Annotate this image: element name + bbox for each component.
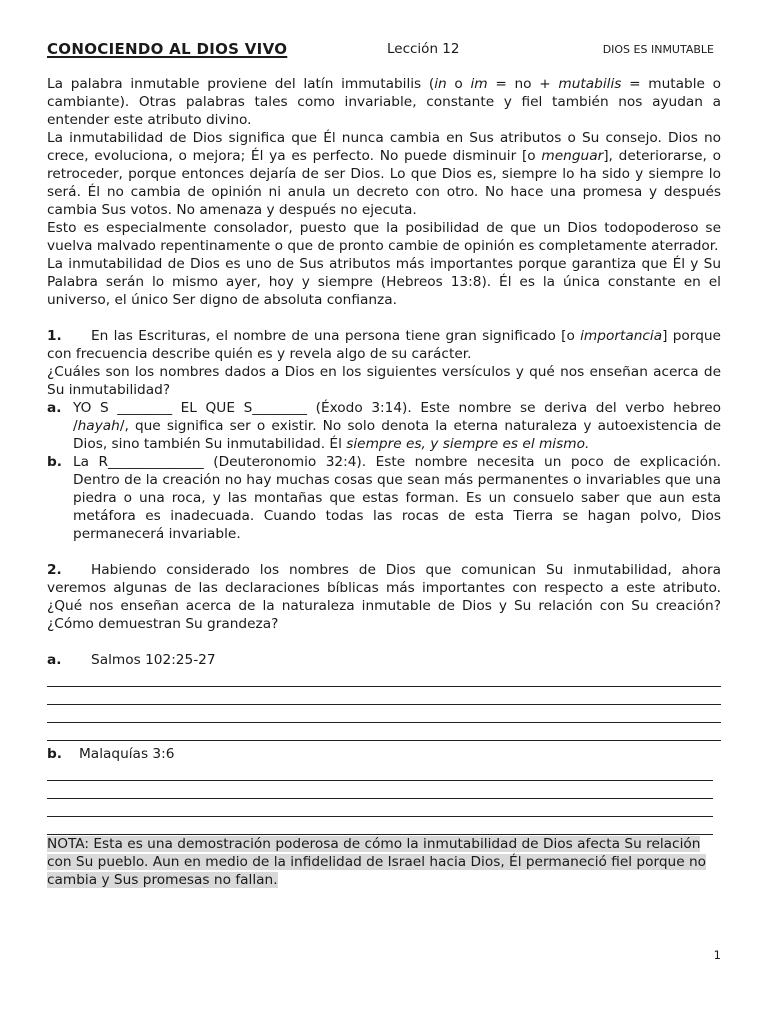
term-in: in <box>434 76 447 92</box>
question-1-intro <box>47 327 721 363</box>
term-hayah: hayah <box>77 418 120 434</box>
text-run: La inmutabilidad de Dios es uno de Sus atributos más importantes porque garantiza que Él y Su Palabra serán lo mismo ayer, hoy y siempre ( <box>47 256 721 290</box>
note-text: NOTA: Esta es una demostración poderosa de cómo la inmutabilidad de Dios afecta Su relación con Su pueblo. Aun en medio de la infidelidad de Israel hacia Dios, Él permaneció fiel porque no cambia y Sus promesas no fallan. <box>47 836 707 888</box>
emphasis-quote: siempre es, y siempre es el mismo. <box>346 436 590 452</box>
text-run: = mutable o cambiante). Otras palabras tales como invariable, constante y fiel también nos ayudan a entender este atributo divino. <box>47 76 722 128</box>
lesson-number: Lección 12 <box>387 41 460 57</box>
question-1-prompt: ¿Cuáles son los nombres dados a Dios en los siguientes versículos y qué nos enseñan acerca de Su inmutabilidad? <box>47 364 721 398</box>
fill-in-blank-name: YO S ________ EL QUE S________ (Éxodo 3:14). <box>73 400 412 416</box>
question-2a <box>47 651 721 669</box>
scripture-ref: Salmos 102:25-27 <box>91 652 216 668</box>
question-2b <box>47 745 721 763</box>
item-label: b. <box>47 454 62 470</box>
text-run: /, que significa <box>119 418 230 434</box>
note-box <box>47 835 721 889</box>
lesson-topic: DIOS ES INMUTABLE <box>602 43 714 56</box>
answer-line[interactable] <box>47 705 721 723</box>
term-im: im <box>470 76 488 92</box>
intro-paragraph-2 <box>47 129 721 219</box>
text-run: proviene del latín <box>199 76 342 92</box>
fill-in-blank-name: La R______________ (Deuteronomio 32:4). <box>73 454 367 470</box>
scripture-ref: Malaquías 3:6 <box>79 746 175 762</box>
question-2-intro <box>47 561 721 633</box>
answer-line[interactable] <box>47 669 721 687</box>
question-1a <box>47 399 721 453</box>
answer-line[interactable] <box>47 799 713 817</box>
text-run: En las Escrituras, el nombre de una persona tiene gran significado [o <box>91 328 581 344</box>
item-label: a. <box>47 400 62 416</box>
question-1b <box>47 453 721 543</box>
question-number: 1. <box>47 328 62 344</box>
answer-line[interactable] <box>47 723 721 741</box>
text-run: Este nombre necesita un poco de explicación. Dentro de la creación no hay muchas cosas que sean más permanentes o invariables que una piedra o una roca, y las montañas que estas forman. Es un consuelo saber que aun esta metáfora es inadecuada. Cuando todas las rocas de esta Tierra se hagan polvo, Dios permanecerá invariable. <box>73 454 721 542</box>
text-run: o <box>250 418 272 434</box>
answer-line[interactable] <box>47 781 713 799</box>
answer-line[interactable] <box>47 817 713 835</box>
item-label: a. <box>47 652 62 668</box>
text-run: La palabra <box>47 76 131 92</box>
text-run: Este nombre se deriva del verbo hebreo / <box>73 400 722 434</box>
worksheet-body <box>47 75 721 889</box>
term-existir: existir <box>271 418 313 434</box>
intro-paragraph-3: Esto es especialmente consolador, puesto que la posibilidad de que un Dios todopoderoso se vuelva malvado repentinamente o que de pronto cambie de opinión es completamente aterrador. <box>47 220 721 254</box>
term-ser: ser <box>229 418 251 434</box>
text-run: La inmutabilidad de Dios significa que Él nunca cambia en Sus atributos o Su consejo. Dios no crece, evoluciona, o mejora; Él ya es perfecto. No puede disminuir [o <box>47 130 721 164</box>
page-header <box>47 38 727 64</box>
term-menguar: menguar <box>541 148 604 164</box>
text-run: ( <box>421 76 435 92</box>
scripture-ref: Hebreos 13:8 <box>386 274 482 290</box>
answer-line[interactable] <box>47 763 713 781</box>
item-label: b. <box>47 746 62 762</box>
page-number: 1 <box>713 948 721 962</box>
text-run: Habiendo considerado los nombres de Dios que comunican Su inmutabilidad, ahora veremos algunas de las declaraciones bíblicas más importantes con respecto a este atributo. ¿Qué nos enseñan acerca de la naturaleza inmutable de Dios y Su relación con Su creación? ¿Cómo demuestran Su grandeza? <box>47 562 721 632</box>
term-inmutable: inmutable <box>130 76 200 92</box>
text-run: . No solo denota la eterna naturaleza y autoexistencia de Dios, sino también Su inmutabilidad. Él <box>73 418 722 452</box>
question-number: 2. <box>47 562 62 578</box>
text-run: ). Él es la única constante en el universo, el único Ser digno de absoluta confianza. <box>47 274 721 308</box>
text-run: = no + <box>487 76 559 92</box>
answer-lines-2a <box>47 669 721 741</box>
term-immutabilis: immutabilis <box>341 76 422 92</box>
intro-paragraph-4 <box>47 255 721 309</box>
term-importancia: importancia <box>580 328 663 344</box>
answer-lines-2b <box>47 763 721 835</box>
answer-line[interactable] <box>47 687 721 705</box>
term-mutabilis: mutabilis <box>558 76 622 92</box>
series-title: CONOCIENDO AL DIOS VIVO <box>47 40 288 58</box>
text-run: ] porque con frecuencia describe quién es y revela algo de su carácter. <box>47 328 721 362</box>
text-run: ], deteriorarse, o retroceder, porque entonces dejaría de ser Dios. Lo que Dios es, siempre lo ha sido y siempre lo será. Él no cambia de opinión ni anula un decreto con otro. No hace una promesa y después cambia Sus votos. No amenaza y después no ejecuta. <box>47 148 721 218</box>
text-run: o <box>446 76 471 92</box>
intro-paragraph-1 <box>47 75 721 129</box>
